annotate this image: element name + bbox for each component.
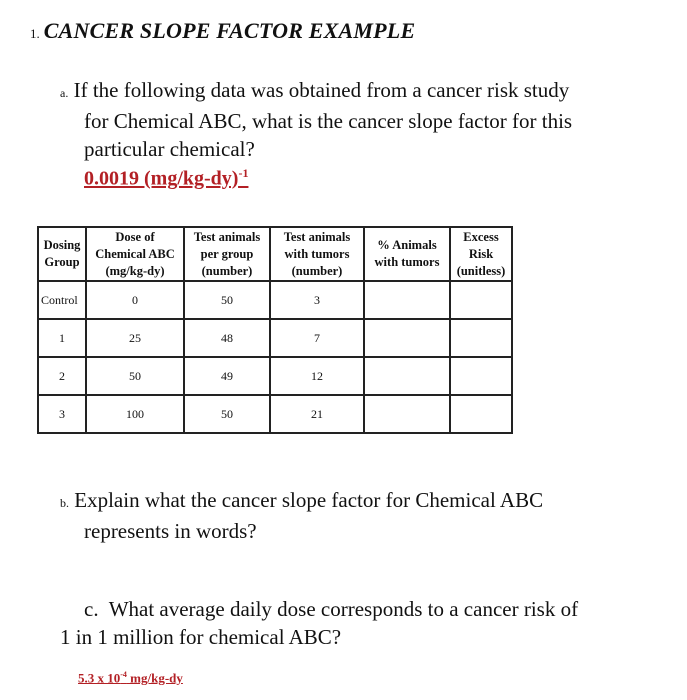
cell-per-group: 50	[184, 281, 270, 319]
heading-number: 1.	[30, 26, 40, 41]
header-animals-with-tumors: Test animals with tumors (number)	[270, 227, 364, 281]
cell-with-tumors: 21	[270, 395, 364, 433]
question-b-marker: b.	[60, 496, 69, 510]
cell-with-tumors: 3	[270, 281, 364, 319]
table-row	[38, 395, 512, 433]
cell-group: 1	[38, 319, 86, 357]
question-a-answer-exponent: -1	[238, 166, 249, 180]
question-c	[60, 595, 670, 651]
cell-risk	[450, 395, 512, 433]
cell-per-group: 50	[184, 395, 270, 433]
question-a	[60, 76, 660, 163]
cell-dose: 0	[86, 281, 184, 319]
header-dose: Dose of Chemical ABC (mg/kg-dy)	[86, 227, 184, 281]
header-percent-with-tumors: % Animals with tumors	[364, 227, 450, 281]
cell-group: 2	[38, 357, 86, 395]
question-a-line-2: for Chemical ABC, what is the cancer slope factor for this	[84, 109, 573, 133]
question-b-line-1: Explain what the cancer slope factor for Chemical ABC	[74, 488, 544, 512]
cell-with-tumors: 7	[270, 319, 364, 357]
cell-risk	[450, 357, 512, 395]
question-a-marker: a.	[60, 86, 69, 100]
question-b	[60, 486, 660, 545]
dose-response-table	[37, 226, 513, 434]
cell-risk	[450, 281, 512, 319]
table-row	[38, 281, 512, 319]
table-header-row	[38, 227, 512, 281]
question-c-answer-base: 5.3 x 10	[78, 670, 121, 686]
question-a-answer	[84, 166, 248, 191]
table-row	[38, 357, 512, 395]
header-excess-risk: Excess Risk (unitless)	[450, 227, 512, 281]
cell-percent	[364, 319, 450, 357]
question-c-answer-unit: mg/kg-dy	[126, 670, 183, 686]
cell-dose: 50	[86, 357, 184, 395]
question-c-line-2: 1 in 1 million for chemical ABC?	[60, 625, 342, 649]
cell-dose: 25	[86, 319, 184, 357]
question-a-answer-text: 0.0019 (mg/kg-dy)	[84, 167, 239, 190]
cell-percent	[364, 357, 450, 395]
header-dosing-group: Dosing Group	[38, 227, 86, 281]
question-a-line-3: particular chemical?	[84, 137, 255, 161]
cell-risk	[450, 319, 512, 357]
question-b-line-2: represents in words?	[84, 519, 257, 543]
page-heading	[30, 18, 415, 44]
cell-percent	[364, 281, 450, 319]
cell-per-group: 49	[184, 357, 270, 395]
cell-group: 3	[38, 395, 86, 433]
question-a-line-1: If the following data was obtained from a cancer risk study	[73, 78, 570, 102]
cell-group: Control	[38, 281, 86, 319]
cell-percent	[364, 395, 450, 433]
question-c-answer	[78, 670, 183, 686]
heading-title: CANCER SLOPE FACTOR EXAMPLE	[43, 18, 416, 43]
question-c-answer-exponent: -4	[120, 670, 127, 679]
cell-dose: 100	[86, 395, 184, 433]
question-c-line-1: c. What average daily dose corresponds to a cancer risk of	[84, 597, 579, 621]
table-row	[38, 319, 512, 357]
cell-per-group: 48	[184, 319, 270, 357]
header-animals-per-group: Test animals per group (number)	[184, 227, 270, 281]
cell-with-tumors: 12	[270, 357, 364, 395]
